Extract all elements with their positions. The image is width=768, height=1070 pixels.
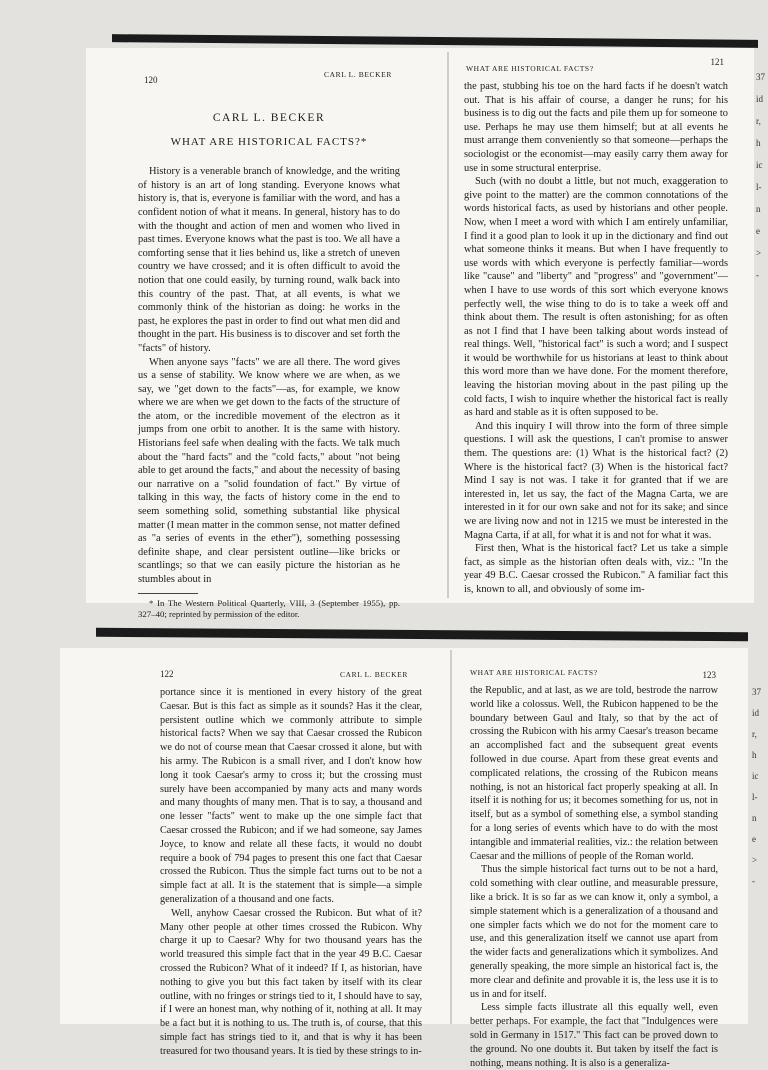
page-body	[160, 686, 422, 1057]
page-121	[464, 57, 728, 595]
paragraph: When anyone says "facts" we are all there. The word gives us a sense of stability. We know where we are when, as we say, we "get down to the facts"—as, for example, we know where we are when we get down to the facts of the structure of the atom, or the incredible movement of the electron as it jumps from one orbit to another. It is the same with history. Historians feel safe when dealing with the facts. We talk much about the "hard facts" and the "cold facts," about "not being able to get around the facts," and about the necessity of basing our narrative on a "solid foundation of fact." By virtue of talking in this way, the facts of history come in the end to seem something solid, something substantial like physical matter (I mean matter in the common sense, not matter defined as "a series of events in the ether"), something possessing definite shape, and clear persistent outline—like bricks or scantlings; so that we can easily picture the historian as he stumbles about in	[138, 356, 400, 585]
paragraph: Such (with no doubt a little, but not much, exaggeration to give point to the matter) are the common connotations of the words historical facts, as used by historians and other people. Now, when I meet a word with which I am entirely unfamiliar, I find it a good plan to look it up in the dictionary and find out what someone thinks it means. But when I have frequently to use words with which everyone is perfectly familiar—words like "cause" and "liberty" and "progress" and "government"—when I have to use words of this sort which everyone knows perfectly well, the wise thing to do is to take a week off and think about them. The result is often astonishing; for as often as not I find that I have been talking about words instead of real things. Well, "historical fact" is such a word; and I suspect it would be worthwhile for us historians at least to think about this word more than we have done. For the moment therefore, leaving the historian moving about in the past piling up the cold facts, I wish to inquire whether the historical fact is really as hard and stable as it is often supposed to be.	[464, 176, 728, 419]
top-binder-edge	[112, 34, 758, 48]
paragraph: And this inquiry I will throw into the form of three simple questions. I will ask the questions, I can't promise to answer them. The questions are: (1) What is the historical fact? (2) Where is the historical fact? (3) When is the historical fact? Mind I say is not was. I take it for granted that if we are interested in, let us say, the fact of the Magna Carta, we are interested in it for our own sake and not for its sake; and since we are living now and not in 1215 we must be interested in the Magna Carta, if at all, for what it is and not for what it was.	[464, 420, 728, 541]
page-123	[470, 668, 718, 1069]
page-122	[160, 669, 422, 1057]
running-head	[464, 58, 728, 72]
page-body	[470, 684, 718, 1069]
adjacent-page-edge-top: 37 id r, h ic l- n e > -	[756, 72, 765, 280]
running-title: CARL L. BECKER	[324, 70, 392, 79]
page-body	[138, 112, 401, 619]
paragraph: Well, anyhow Caesar crossed the Rubicon. But what of it? Many other people at other times crossed the Rubicon. Why charge it up to Caesar? Why for two thousand years has the world treasured this simple fact that in the year 49 B.C. Caesar crossed the Rubicon? What of it indeed? If I, as historian, have nothing to give you but this fact taken by itself with its clear outline, with no fringes or strings tied to it, I should have to say, if I were an honest man, why nothing of it, nothing at all. It may be a fact but it is nothing to us. The truth is, of course, that this simple fact has strings tied to it, and that is why it has been treasured for two thousand years. It is tied by these strings to in-	[160, 907, 422, 1057]
paragraph: Thus the simple historical fact turns out to be not a hard, cold something with clear outline, and measurable pressure, like a brick. It is so far as we can know it, only a symbol, a simple statement which is a generalization of a thousand and one simpler facts which we do not for the moment care to use, and this generalization itself we cannot use apart from the wider facts and generalizations which it symbolizes. And generally speaking, the more simple an historical fact is, the more clear and definite and provable it is, the less use it is to us in and for itself.	[470, 864, 718, 1000]
paragraph: the Republic, and at last, as we are told, bestrode the narrow world like a colossus. Well, the Rubicon happened to be the boundary between Gaul and Italy, so that by the act of crossing the Rubicon with his army Caesar's treason became an accomplished fact and the subsequent great events followed in due course. Apart from these great events and complicated relations, the crossing of the Rubicon means nothing, is not an historical fact properly speaking at all. In itself it is nothing for us; it becomes something for us, not in itself, but as a symbol of something else, a symbol standing for a long series of events which have to do with the most intangible and immaterial realities, viz.: the relation between Caesar and the millions of people of the Roman world.	[470, 685, 718, 862]
adjacent-page-edge-bottom: 37 id r, h ic l- n e > -	[752, 687, 761, 886]
bottom-gutter	[450, 650, 452, 1024]
page-body	[464, 80, 728, 595]
article-author: CARL L. BECKER	[212, 112, 326, 124]
running-head	[470, 668, 718, 682]
running-head	[138, 70, 400, 84]
paragraph: the past, stubbing his toe on the hard facts if he doesn't watch out. That is his affair of course, a danger he runs; for his business is to dig out the facts and pile them up for someone to use. Perhaps he may use them himself; but at all events he must arrange them conveniently so that someone—perhaps the sociologist or the economist—may easily carry them away for use in some structural enterprise.	[464, 81, 728, 174]
running-head	[160, 670, 422, 684]
paragraph: History is a venerable branch of knowledge, and the writing of history is an art of long standing. Everyone knows what history is, that is, everyone is familiar with the word, and has a confident notion of what it means. In general, history has to do with the thought and action of men and women who lived in past times. Everyone knows what the past is too. We all have a comforting sense that it lies behind us, like a stretch of uneven country we have crossed; and it is often difficult to avoid the notion that one could easily, by turning round, walk back into this country of the past. That, at all events, is what we commonly think of the historian as doing: he works in the past, he explores the past in order to find out what men did and thought in the part. His business is to discover and set forth the "facts" of history.	[138, 166, 401, 354]
paragraph: First then, What is the historical fact? Let us take a simple fact, as simple as the historian often deals with, viz.: "In the year 49 B.C. Caesar crossed the Rubicon." A familiar fact this is, known to all, and obviously of some im-	[464, 543, 728, 595]
top-gutter	[447, 52, 449, 598]
page-number: 123	[702, 670, 716, 680]
paragraph: portance since it is mentioned in every history of the great Caesar. But is this fact as simple as it sounds? Has it the clear, persistent outline which we commonly attribute to simple historical facts? When we say that Caesar crossed the Rubicon we do not of course mean that Caesar crossed it alone, but with his army. The Rubicon is a small river, and I don't know how long it took Caesar's army to cross it; but the crossing must surely have been accompanied by many acts and many words and many thoughts of many men. That is to say, a thousand and one lesser "facts" went to make up the one simple fact that Caesar crossed the Rubicon; and if we had someone, say James Joyce, to know and relate all these facts, it would no doubt require a book of 794 pages to present this one fact that Caesar crossed the Rubicon. Thus the simple fact turns out to be not a simple fact at all. It is the statement that is simple—a simple generalization of a thousand and one facts.	[160, 687, 422, 905]
running-title: WHAT ARE HISTORICAL FACTS?	[466, 64, 594, 73]
bottom-binder-edge	[96, 628, 748, 642]
article-title: WHAT ARE HISTORICAL FACTS?*	[170, 135, 368, 148]
page-number: 122	[160, 669, 174, 679]
running-title: CARL L. BECKER	[340, 670, 408, 679]
footnote-rule	[138, 593, 198, 594]
page-120	[138, 70, 401, 619]
running-title: WHAT ARE HISTORICAL FACTS?	[470, 668, 598, 677]
page-number: 120	[144, 75, 158, 85]
page-number: 121	[710, 57, 724, 67]
paragraph: Less simple facts illustrate all this equally well, even better perhaps. For example, the fact that "Indulgences were sold in Germany in 1517." This fact can be proved down to the ground. No one doubts it. But taken by itself the fact is nothing, means nothing. It is also is a generaliza-	[470, 1002, 718, 1069]
footnote: * In The Western Political Quarterly, VIII, 3 (September 1955), pp. 327–40; reprinted by permission of the editor.	[138, 597, 400, 619]
